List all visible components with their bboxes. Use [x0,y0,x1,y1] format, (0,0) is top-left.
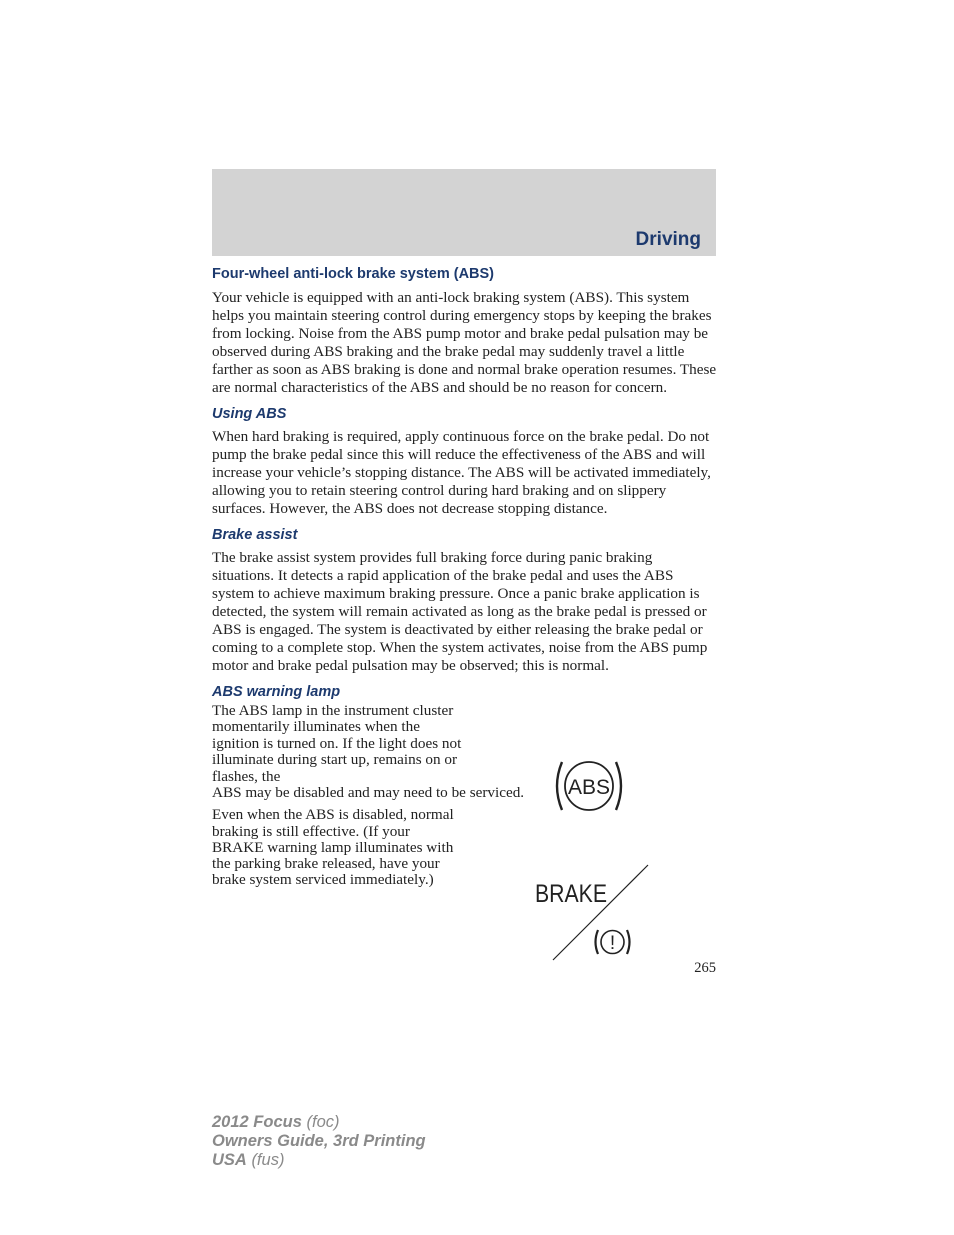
footer-model-code: (foc) [306,1113,340,1131]
footer-line-1 [212,1113,426,1132]
brake-icon-symbol: ! [609,933,616,954]
abs-lamp-paragraph-tail: ABS may be disabled and may need to be serviced. [212,784,525,802]
brake-icon-label: BRAKE [535,880,607,908]
abs-heading: Four-wheel anti-lock brake system (ABS) [212,266,495,282]
footer-imprint [212,1113,426,1170]
using-abs-heading: Using ABS [212,406,287,422]
brake-assist-paragraph: The brake assist system provides full braking force during panic braking situations. It detects a rapid application of the brake pedal and uses the ABS system to achieve maximum braking pressure. Once a panic brake application is detected, the system will remain activated as long as the brake pedal is pressed or ABS is engaged. The system is deactivated by either releasing the brake pedal or coming to a complete stop. When the system activates, noise from the ABS pump motor and brake pedal pulsation may be observed; this is normal. [212,549,708,674]
using-abs-paragraph: When hard braking is required, apply continuous force on the brake pedal. Do not pump the brake pedal since this will reduce the effectiveness of the ABS and will increase your vehicle’s stopping distance. The ABS will be activated immediately, allowing you to retain steering control during hard braking and on slippery surfaces. However, the ABS does not decrease stopping distance. [212,428,711,517]
footer-model: 2012 Focus [212,1113,302,1131]
section-header-band [212,169,716,256]
abs-warning-lamp-icon [548,754,630,818]
section-title: Driving [635,229,701,250]
footer-edition: Owners Guide, 3rd Printing [212,1132,426,1150]
brake-assist-heading: Brake assist [212,527,298,543]
page-content [212,266,717,888]
footer-line-3 [212,1151,426,1170]
abs-paragraph: Your vehicle is equipped with an anti-lock braking system (ABS). This system helps you maintain steering control during emergency stops by keeping the brakes from locking. Noise from the ABS pump motor and brake pedal pulsation may be observed during ABS braking and the brake pedal may suddenly travel a little farther as soon as ABS braking is done and normal brake operation resumes. These are normal characteristics of the ABS and should be no reason for concern. [212,289,717,396]
page-number: 265 [694,960,716,976]
abs-lamp-block [212,703,717,888]
footer-market: USA [212,1151,247,1169]
footer-market-code: (fus) [251,1151,285,1169]
abs-lamp-heading: ABS warning lamp [212,684,341,700]
footer-line-2 [212,1132,426,1151]
brake-lamp-paragraph: Even when the ABS is disabled, normal braking is still effective. (If your BRAKE warning lamp illuminates with the parking brake released, have your brake system serviced immediately.) [212,806,454,889]
brake-warning-lamp-icon [532,862,652,964]
abs-lamp-paragraph: The ABS lamp in the instrument cluster momentarily illuminates when the ignition is turned on. If the light does not illuminate during start up, remains on or flashes, the [212,702,462,785]
abs-icon-label: ABS [567,776,611,799]
